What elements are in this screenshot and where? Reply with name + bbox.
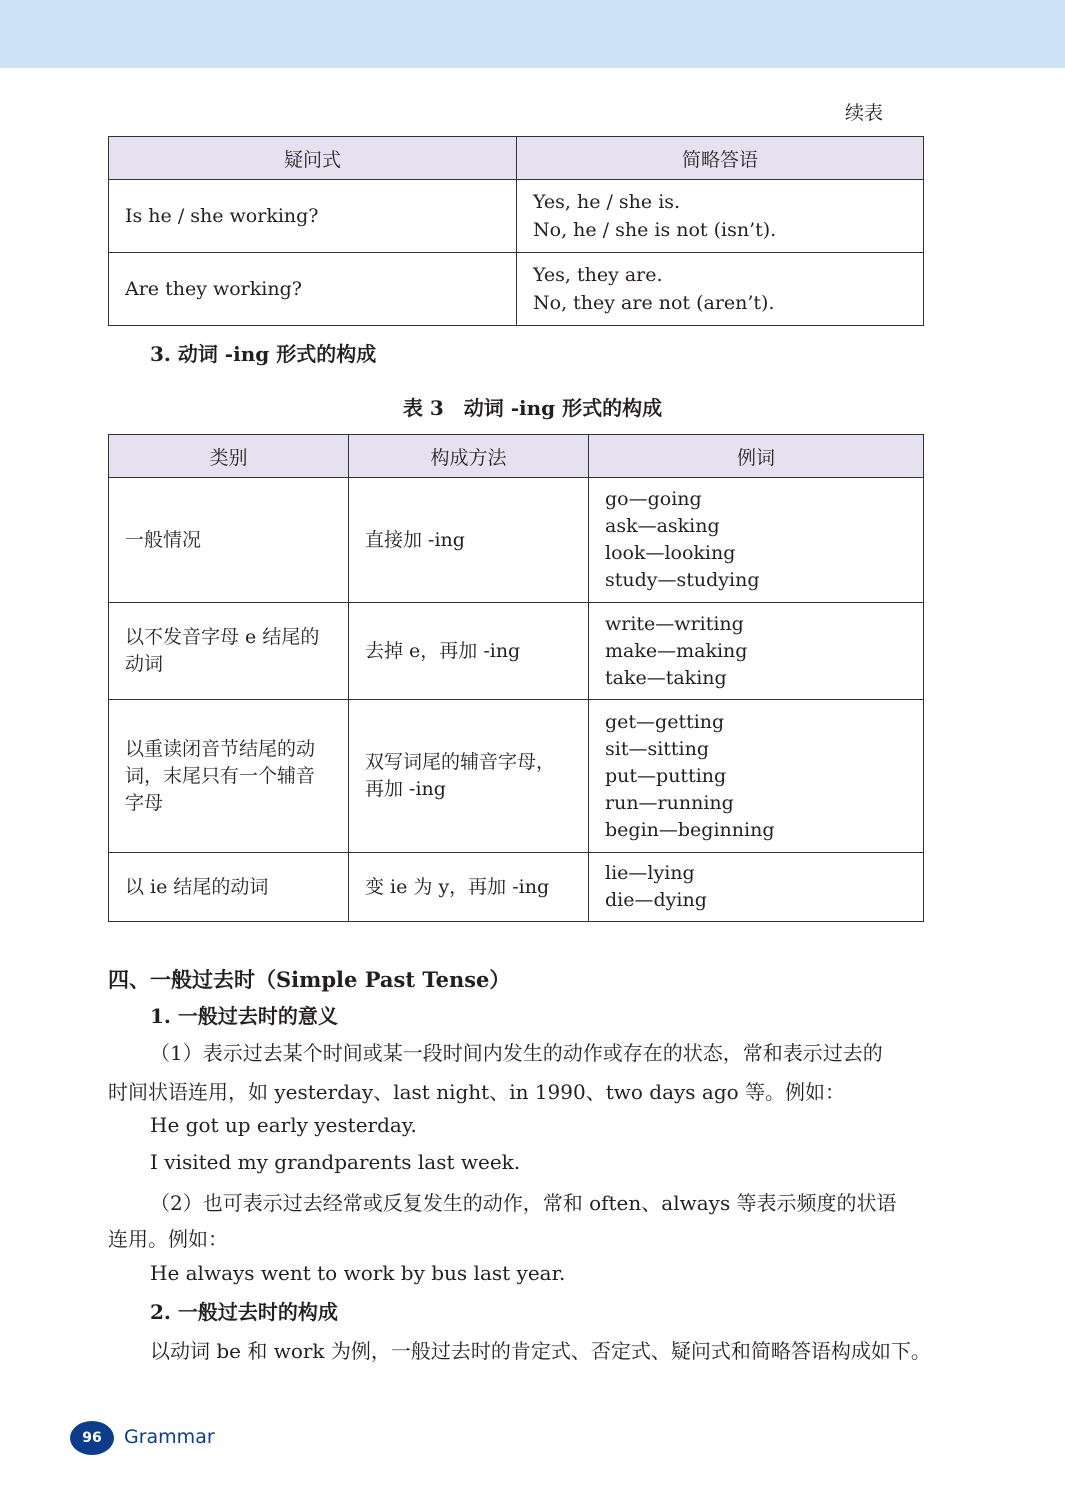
example-line: take—taking: [605, 666, 727, 689]
examples-cell: [589, 700, 924, 853]
table-row: [109, 700, 924, 853]
paragraph-line: 以动词 be 和 work 为例，一般过去时的肯定式、否定式、疑问式和简略答语构成如下。: [150, 1339, 931, 1363]
header-examples: 例词: [589, 435, 924, 478]
example-line: get—getting: [605, 710, 725, 733]
category-line: 动词: [125, 653, 164, 675]
header-question: 疑问式: [109, 137, 517, 180]
examples-cell: [589, 603, 924, 700]
answer-cell: [517, 253, 924, 326]
example-line: run—running: [605, 791, 734, 814]
example-line: write—writing: [605, 612, 744, 635]
table-caption: 表 3 动词 -ing 形式的构成: [402, 396, 663, 420]
header-category: 类别: [109, 435, 349, 478]
method-cell: [349, 700, 589, 853]
table-row: [109, 253, 924, 326]
section-heading-past-tense: 四、一般过去时（Simple Past Tense）: [108, 967, 511, 992]
header-answer: 简略答语: [517, 137, 924, 180]
examples-cell: [589, 853, 924, 922]
category-line: 以重读闭音节结尾的动: [125, 737, 316, 760]
subsection-heading: 1. 一般过去时的意义: [150, 1004, 338, 1028]
question-cell: Are they working?: [109, 253, 517, 326]
question-answer-table: [108, 136, 924, 326]
method-line: 去掉 e，再加 -ing: [365, 639, 521, 662]
method-cell: [349, 603, 589, 700]
example-line: lie—lying: [605, 862, 695, 884]
category-line: 以不发音字母 e 结尾的: [125, 626, 320, 648]
page-number-badge: 96: [70, 1421, 114, 1455]
table-header-row: [109, 435, 924, 478]
category-line: 词，末尾只有一个辅音: [125, 764, 316, 787]
table-row: [109, 603, 924, 700]
examples-cell: [589, 478, 924, 603]
example-line: go—going: [605, 488, 702, 510]
example-sentence: He always went to work by bus last year.: [150, 1261, 566, 1285]
section-heading: 3. 动词 -ing 形式的构成: [150, 342, 377, 366]
example-line: die—dying: [605, 889, 707, 911]
paragraph-line: （2）也可表示过去经常或反复发生的动作，常和 often、always 等表示频度的状语: [150, 1191, 897, 1215]
method-line: 再加 -ing: [365, 778, 446, 800]
method-cell: [349, 853, 589, 922]
answer-line: No, he / she is not (isn’t).: [533, 219, 777, 241]
category-cell: [109, 700, 349, 853]
example-line: sit—sitting: [605, 737, 710, 760]
example-sentence: I visited my grandparents last week.: [150, 1150, 521, 1174]
table-row: [109, 853, 924, 922]
example-line: look—looking: [605, 542, 736, 564]
continued-label: 续表: [844, 102, 883, 124]
paragraph-line: 连用。例如：: [108, 1227, 228, 1251]
example-line: make—making: [605, 639, 748, 662]
method-line: 直接加 -ing: [365, 528, 465, 551]
example-line: put—putting: [605, 764, 727, 787]
table-row: [109, 180, 924, 253]
example-line: ask—asking: [605, 515, 720, 537]
table-row: [109, 478, 924, 603]
answer-line: No, they are not (aren’t).: [533, 292, 775, 314]
ing-form-table: [108, 434, 924, 922]
header-band: [0, 0, 1065, 68]
category-cell: [109, 853, 349, 922]
footer-title: Grammar: [124, 1426, 215, 1448]
answer-line: Yes, they are.: [533, 264, 663, 286]
answer-line: Yes, he / she is.: [533, 191, 681, 213]
paragraph-line: （1）表示过去某个时间或某一段时间内发生的动作或存在的状态，常和表示过去的: [150, 1041, 883, 1065]
example-line: begin—beginning: [605, 818, 775, 841]
answer-cell: [517, 180, 924, 253]
method-line: 双写词尾的辅音字母，: [365, 751, 556, 773]
category-cell: [109, 478, 349, 603]
method-line: 变 ie 为 y，再加 -ing: [365, 875, 550, 898]
category-cell: [109, 603, 349, 700]
category-line: 以 ie 结尾的动词: [125, 875, 269, 898]
method-cell: [349, 478, 589, 603]
question-cell: Is he / she working?: [109, 180, 517, 253]
header-method: 构成方法: [349, 435, 589, 478]
paragraph-line: 时间状语连用，如 yesterday、last night、in 1990、two days ago 等。例如：: [108, 1080, 846, 1104]
example-sentence: He got up early yesterday.: [150, 1113, 417, 1137]
table-header-row: [109, 137, 924, 180]
category-line: 一般情况: [125, 528, 202, 551]
category-line: 字母: [125, 791, 164, 814]
example-line: study—studying: [605, 569, 760, 591]
subsection-heading: 2. 一般过去时的构成: [150, 1300, 338, 1324]
